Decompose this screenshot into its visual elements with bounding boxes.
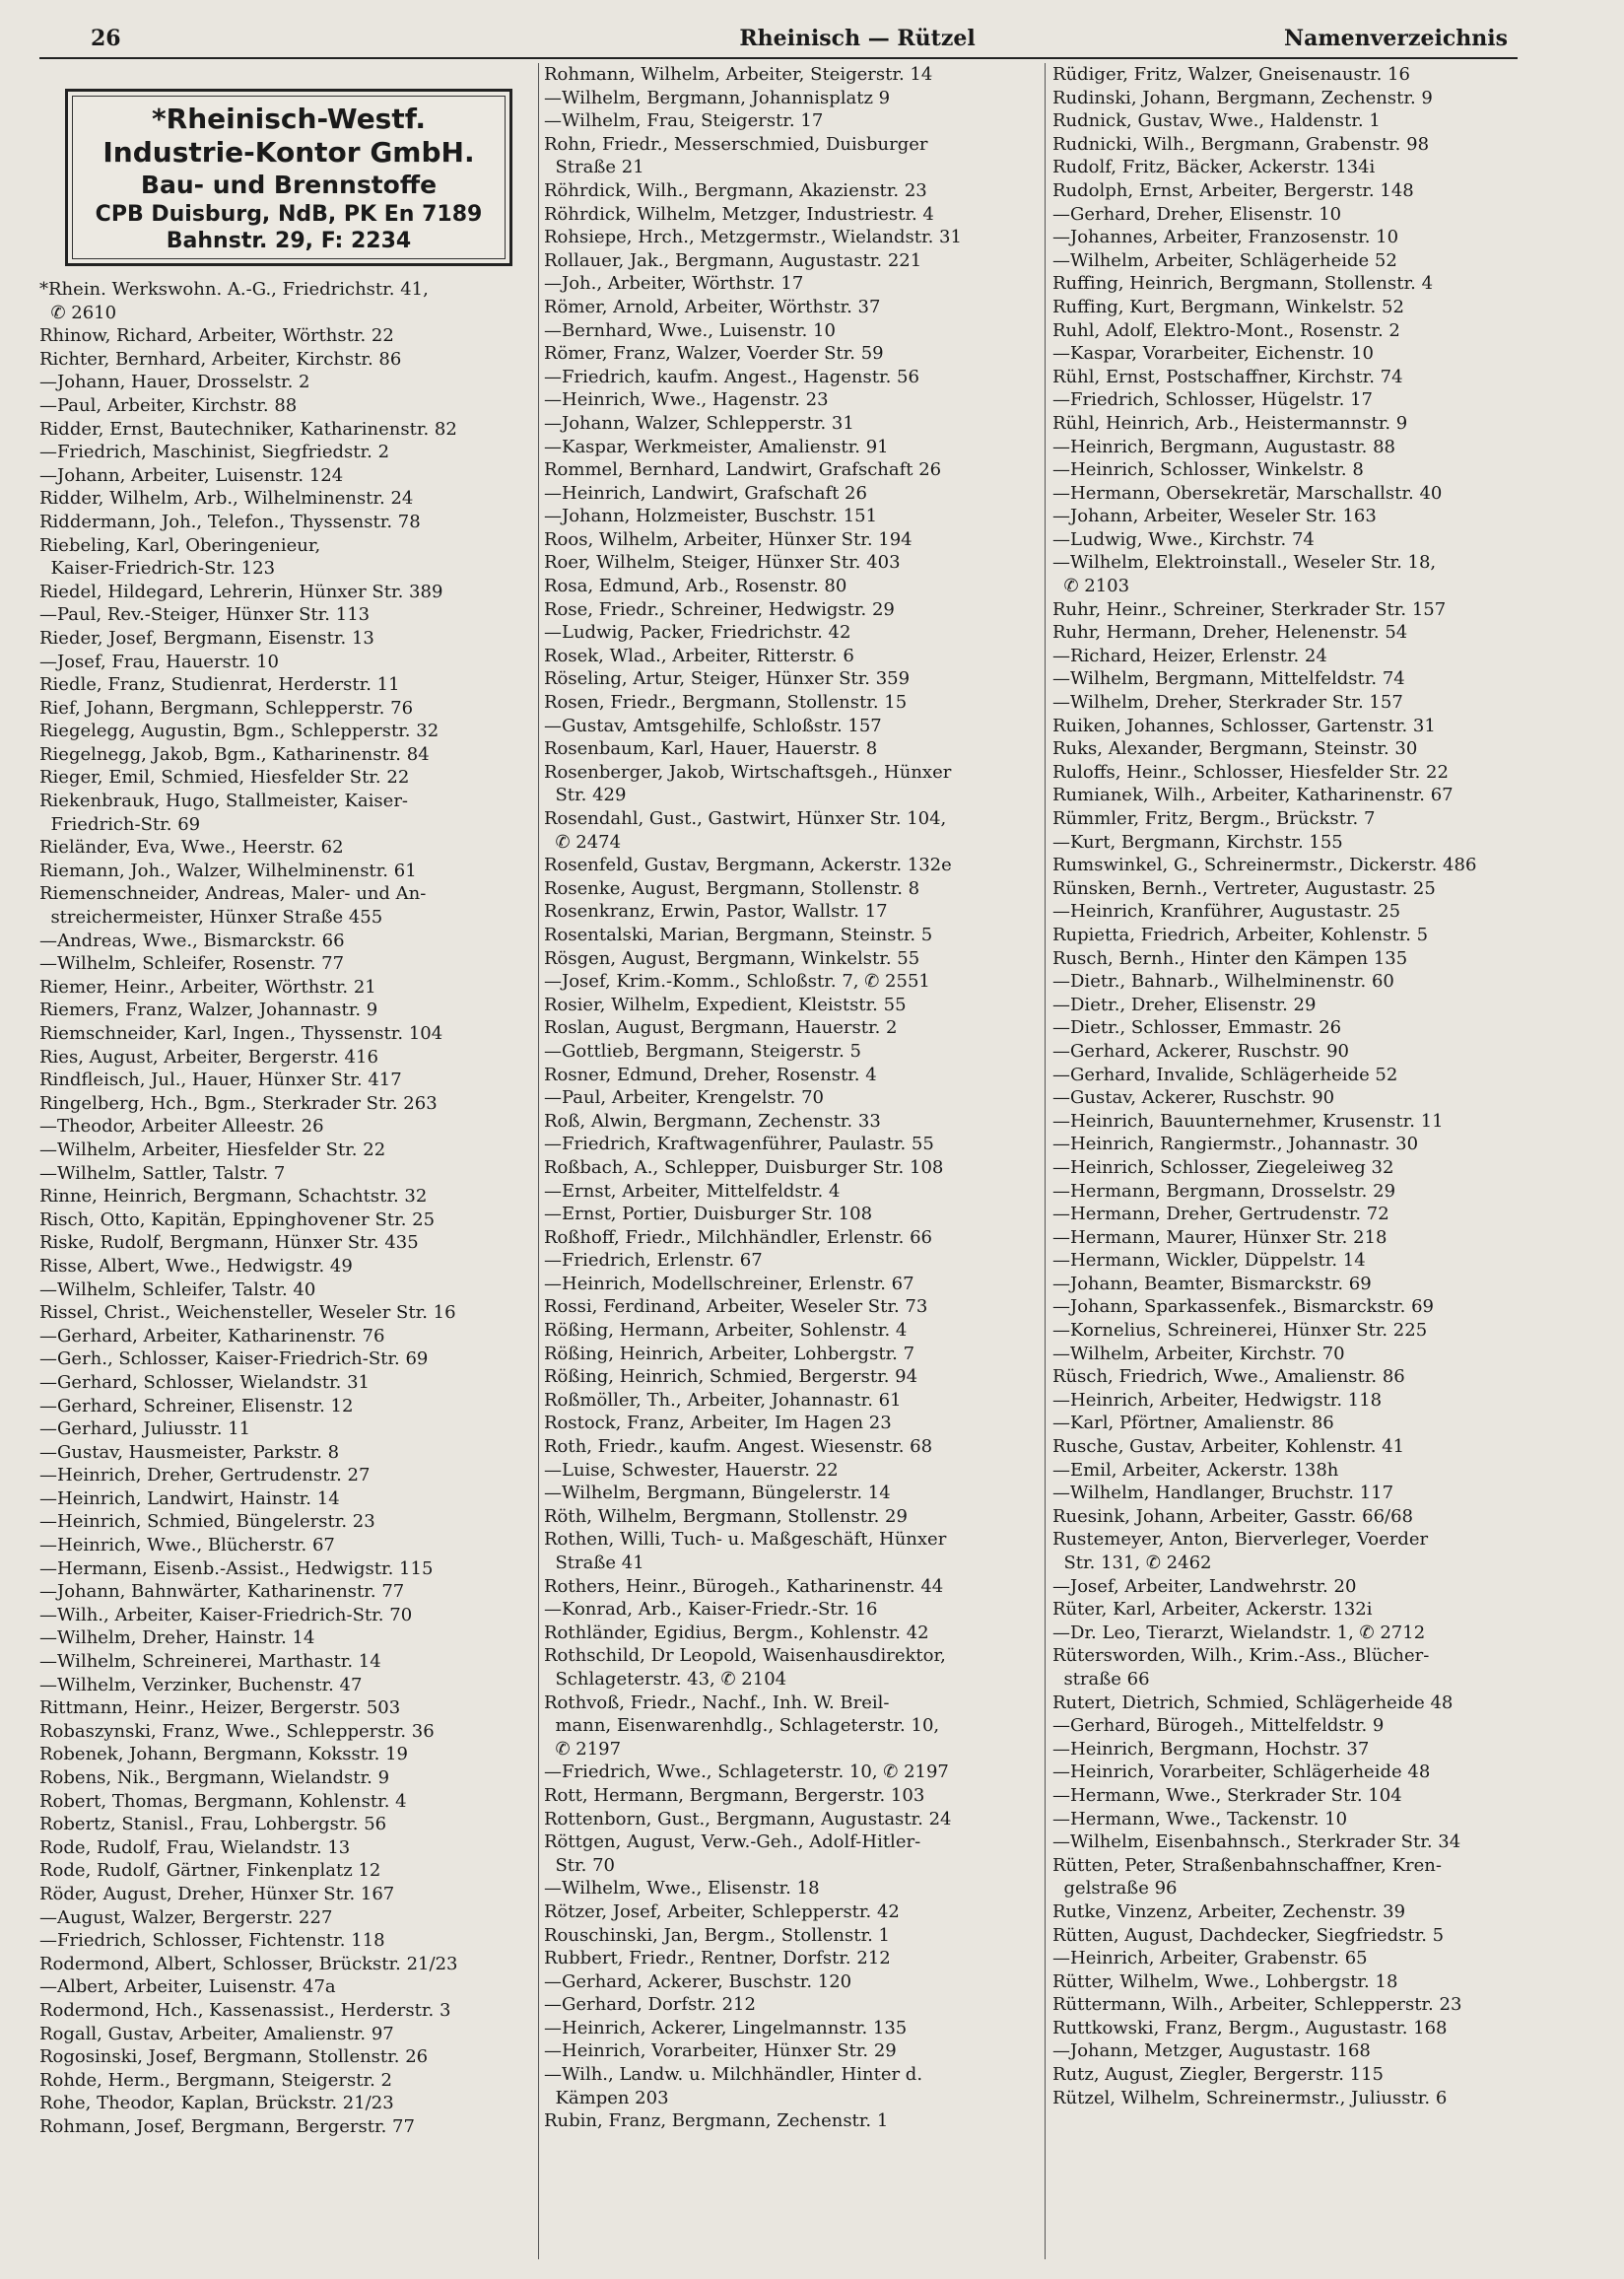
directory-entry: —Kaspar, Vorarbeiter, Eichenstr. 10 <box>1052 343 1375 365</box>
directory-entry: —Josef, Arbeiter, Landwehrstr. 20 <box>1052 1575 1357 1597</box>
directory-entry: —Johannes, Arbeiter, Franzosenstr. 10 <box>1052 227 1399 248</box>
directory-entry: Rommel, Bernhard, Landwirt, Grafschaft 26 <box>544 459 942 481</box>
directory-entry: Riemers, Franz, Walzer, Johannastr. 9 <box>39 1000 378 1021</box>
ad-company-line1: *Rheinisch-Westf. <box>151 103 427 135</box>
directory-entry: Rohn, Friedr., Messerschmied, Duisburger <box>544 133 928 155</box>
section-title: Namenverzeichnis <box>1284 26 1508 51</box>
directory-entry: Rubin, Franz, Bergmann, Zechenstr. 1 <box>544 2110 889 2132</box>
directory-entry: Rößing, Hermann, Arbeiter, Sohlenstr. 4 <box>544 1320 908 1342</box>
ad-contact: CPB Duisburg, NdB, PK En 7189 <box>95 202 483 227</box>
directory-entry: Röhrdick, Wilhelm, Metzger, Industriestr. 4 <box>544 203 934 225</box>
directory-entry: Rosek, Wlad., Arbeiter, Ritterstr. 6 <box>544 645 854 666</box>
directory-entry: Rouschinski, Jan, Bergm., Stollenstr. 1 <box>544 1924 890 1946</box>
directory-entry: Rottenborn, Gust., Bergmann, Augustastr. 24 <box>544 1808 952 1830</box>
directory-entry: Rudolph, Ernst, Arbeiter, Bergerstr. 148 <box>1052 179 1414 201</box>
directory-entry: ✆ 2197 <box>544 1738 622 1760</box>
directory-entry: —Wilhelm, Bergmann, Büngelerstr. 14 <box>544 1483 891 1504</box>
directory-entry: Riedel, Hildegard, Lehrerin, Hünxer Str. 389 <box>39 581 443 602</box>
directory-entry: —Wilhelm, Frau, Steigerstr. 17 <box>544 110 824 132</box>
directory-entry: —Wilhelm, Arbeiter, Hiesfelder Str. 22 <box>39 1139 386 1160</box>
directory-entry: Rohmann, Josef, Bergmann, Bergerstr. 77 <box>39 2115 415 2137</box>
directory-entry: —Dietr., Schlosser, Emmastr. 26 <box>1052 1017 1342 1039</box>
directory-entry: Ries, August, Arbeiter, Bergerstr. 416 <box>39 1046 378 1068</box>
directory-entry: —Wilhelm, Dreher, Hainstr. 14 <box>39 1627 315 1649</box>
directory-entry: Rutert, Dietrich, Schmied, Schlägerheide 48 <box>1052 1692 1454 1713</box>
directory-entry: —Gustav, Ackerer, Ruschstr. 90 <box>1052 1087 1335 1109</box>
page-header <box>39 24 1518 59</box>
directory-entry: Rosendahl, Gust., Gastwirt, Hünxer Str. 104, <box>544 808 947 829</box>
directory-entry: —Heinrich, Vorarbeiter, Hünxer Str. 29 <box>544 2040 897 2062</box>
directory-entry: —Johann, Arbeiter, Luisenstr. 124 <box>39 464 344 486</box>
directory-entry: Rosenfeld, Gustav, Bergmann, Ackerstr. 132e <box>544 855 952 876</box>
directory-entry: Ruks, Alexander, Bergmann, Steinstr. 30 <box>1052 738 1418 760</box>
directory-entry: Rützel, Wilhelm, Schreinermstr., Juliusstr. 6 <box>1052 2087 1448 2108</box>
directory-entry: Rubbert, Friedr., Rentner, Dorfstr. 212 <box>544 1948 891 1969</box>
directory-entry: Rößing, Heinrich, Schmied, Bergerstr. 94 <box>544 1366 918 1388</box>
directory-entry: Riedle, Franz, Studienrat, Herderstr. 11 <box>39 674 400 696</box>
directory-entry: —Johann, Holzmeister, Buschstr. 151 <box>544 506 878 527</box>
directory-entry: —Richard, Heizer, Erlenstr. 24 <box>1052 645 1327 666</box>
directory-entry: —Heinrich, Landwirt, Hainstr. 14 <box>39 1487 340 1509</box>
directory-entry: Roos, Wilhelm, Arbeiter, Hünxer Str. 194 <box>544 528 913 550</box>
column-1-entries <box>39 278 534 2139</box>
directory-entry: Roß, Alwin, Bergmann, Zechenstr. 33 <box>544 1110 881 1132</box>
directory-entry: —Wilhelm, Dreher, Sterkrader Str. 157 <box>1052 692 1403 714</box>
directory-entry: —Johann, Sparkassenfek., Bismarckstr. 69 <box>1052 1296 1434 1318</box>
directory-entry: Rünsken, Bernh., Vertreter, Augustastr. 25 <box>1052 877 1436 899</box>
ad-company-line2: Industrie-Kontor GmbH. <box>102 136 475 169</box>
directory-entry: straße 66 <box>1052 1668 1150 1690</box>
directory-entry: Rümmler, Fritz, Bergm., Brückstr. 7 <box>1052 808 1376 829</box>
directory-entry: —Bernhard, Wwe., Luisenstr. 10 <box>544 319 836 341</box>
directory-entry: Rohe, Theodor, Kaplan, Brückstr. 21/23 <box>39 2093 394 2114</box>
directory-entry: Rütten, August, Dachdecker, Siegfriedstr. 5 <box>1052 1924 1445 1946</box>
column-divider <box>1045 63 1046 2259</box>
directory-entry: —Gustav, Hausmeister, Parkstr. 8 <box>39 1441 340 1463</box>
running-title: Rheinisch — Rützel <box>739 26 976 51</box>
directory-entry: Römer, Franz, Walzer, Voerder Str. 59 <box>544 343 884 365</box>
directory-entry: Kaiser-Friedrich-Str. 123 <box>39 558 276 580</box>
directory-entry: —Gustav, Amtsgehilfe, Schloßstr. 157 <box>544 715 882 736</box>
directory-entry: Rudolf, Fritz, Bäcker, Ackerstr. 134i <box>1052 157 1376 178</box>
directory-entry: Rutke, Vinzenz, Arbeiter, Zechenstr. 39 <box>1052 1900 1406 1922</box>
directory-entry: Rupietta, Friedrich, Arbeiter, Kohlenstr. 5 <box>1052 924 1429 945</box>
directory-entry: *Rhein. Werkswohn. A.-G., Friedrichstr. 41, <box>39 279 429 300</box>
column-3 <box>1052 63 1543 2259</box>
directory-entry: Str. 429 <box>544 785 627 806</box>
directory-entry: Rosen, Friedr., Bergmann, Stollenstr. 15 <box>544 692 908 714</box>
directory-entry: —Wilhelm, Schreinerei, Marthastr. 14 <box>39 1651 381 1673</box>
directory-entry: Rothers, Heinr., Bürogeh., Katharinenstr. 44 <box>544 1575 944 1597</box>
directory-entry: Robens, Nik., Bergmann, Wielandstr. 9 <box>39 1767 390 1788</box>
directory-entry: Rumianek, Wilh., Arbeiter, Katharinenstr. 67 <box>1052 785 1454 806</box>
directory-entry: —Heinrich, Wwe., Blücherstr. 67 <box>39 1535 335 1556</box>
directory-entry: Risch, Otto, Kapitän, Eppinghovener Str. 25 <box>39 1209 436 1230</box>
directory-entry: Rudnick, Gustav, Wwe., Haldenstr. 1 <box>1052 110 1381 132</box>
directory-entry: Rüter, Karl, Arbeiter, Ackerstr. 132i <box>1052 1599 1373 1621</box>
directory-entry: Rinne, Heinrich, Bergmann, Schachtstr. 32 <box>39 1186 428 1208</box>
directory-entry: —Johann, Arbeiter, Weseler Str. 163 <box>1052 506 1377 527</box>
directory-entry: —Wilhelm, Arbeiter, Kirchstr. 70 <box>1052 1343 1345 1364</box>
directory-entry: —Paul, Rev.-Steiger, Hünxer Str. 113 <box>39 604 371 626</box>
directory-entry: Rieger, Emil, Schmied, Hiesfelder Str. 22 <box>39 767 410 789</box>
directory-entry: Friedrich-Str. 69 <box>39 813 201 835</box>
directory-entry: —Albert, Arbeiter, Luisenstr. 47a <box>39 1976 336 1998</box>
column-2-entries <box>544 63 1037 2133</box>
directory-entry: —Johann, Beamter, Bismarckstr. 69 <box>1052 1273 1372 1294</box>
directory-entry: —Gerhard, Dreher, Elisenstr. 10 <box>1052 203 1342 225</box>
page-number: 26 <box>91 26 121 51</box>
directory-entry: Rosenbaum, Karl, Hauer, Hauerstr. 8 <box>544 738 878 760</box>
directory-entry: —Gerhard, Dorfstr. 212 <box>544 1994 756 2016</box>
directory-entry: Röder, August, Dreher, Hünxer Str. 167 <box>39 1883 395 1904</box>
directory-entry: Rösgen, August, Bergmann, Winkelstr. 55 <box>544 947 920 969</box>
directory-entry: —Hermann, Bergmann, Drosselstr. 29 <box>1052 1180 1396 1202</box>
directory-entry: —Emil, Arbeiter, Ackerstr. 138h <box>1052 1459 1339 1481</box>
directory-entry: Ruttkowski, Franz, Bergm., Augustastr. 168 <box>1052 2017 1448 2038</box>
advertisement-inner <box>72 96 506 259</box>
directory-entry: —Paul, Arbeiter, Krengelstr. 70 <box>544 1087 824 1109</box>
directory-entry: Schlageterstr. 43, ✆ 2104 <box>544 1668 787 1690</box>
directory-entry: —Wilhelm, Bergmann, Johannisplatz 9 <box>544 87 891 108</box>
directory-entry: —Johann, Hauer, Drosselstr. 2 <box>39 372 310 393</box>
directory-entry: Rott, Hermann, Bergmann, Bergerstr. 103 <box>544 1784 925 1806</box>
directory-entry: Rustemeyer, Anton, Bierverleger, Voerder <box>1052 1529 1429 1551</box>
directory-entry: Straße 41 <box>544 1553 644 1573</box>
directory-entry: gelstraße 96 <box>1052 1878 1178 1899</box>
directory-entry: —Gottlieb, Bergmann, Steigerstr. 5 <box>544 1040 861 1062</box>
directory-entry: —Friedrich, Maschinist, Siegfriedstr. 2 <box>39 442 390 463</box>
directory-entry: —Dr. Leo, Tierarzt, Wielandstr. 1, ✆ 2712 <box>1052 1622 1426 1643</box>
directory-entry: —Wilh., Landw. u. Milchhändler, Hinter d. <box>544 2064 923 2086</box>
directory-entry: —Hermann, Wwe., Tackenstr. 10 <box>1052 1808 1348 1830</box>
directory-entry: Rode, Rudolf, Gärtner, Finkenplatz 12 <box>39 1860 381 1882</box>
directory-entry: —Gerhard, Schreiner, Elisenstr. 12 <box>39 1395 354 1416</box>
directory-entry: Rothländer, Egidius, Bergm., Kohlenstr. 42 <box>544 1622 929 1643</box>
directory-entry: —Friedrich, Kraftwagenführer, Paulastr. 55 <box>544 1134 934 1155</box>
directory-entry: Rühl, Ernst, Postschaffner, Kirchstr. 74 <box>1052 366 1403 387</box>
directory-entry: Rusch, Bernh., Hinter den Kämpen 135 <box>1052 947 1408 969</box>
directory-entry: Ruhr, Heinr., Schreiner, Sterkrader Str. 157 <box>1052 598 1447 620</box>
directory-entry: Robenek, Johann, Bergmann, Koksstr. 19 <box>39 1744 408 1765</box>
directory-entry: Ridder, Ernst, Bautechniker, Katharinenstr. 82 <box>39 418 457 440</box>
directory-entry: —Hermann, Wickler, Düppelstr. 14 <box>1052 1250 1366 1272</box>
directory-entry: Riemenschneider, Andreas, Maler- und An- <box>39 883 427 905</box>
directory-entry: Rollauer, Jak., Bergmann, Augustastr. 221 <box>544 249 922 271</box>
directory-entry: Ruhl, Adolf, Elektro-Mont., Rosenstr. 2 <box>1052 319 1400 341</box>
directory-entry: —Theodor, Arbeiter Alleestr. 26 <box>39 1116 324 1138</box>
directory-entry: —Heinrich, Schlosser, Ziegeleiweg 32 <box>1052 1156 1394 1178</box>
directory-entry: —Hermann, Eisenb.-Assist., Hedwigstr. 115 <box>39 1557 434 1579</box>
directory-entry: —Wilhelm, Verzinker, Buchenstr. 47 <box>39 1674 363 1695</box>
directory-entry: —Heinrich, Bergmann, Augustastr. 88 <box>1052 436 1395 457</box>
directory-entry: —Josef, Frau, Hauerstr. 10 <box>39 651 279 672</box>
directory-entry: Rößing, Heinrich, Arbeiter, Lohbergstr. 7 <box>544 1343 915 1364</box>
directory-entry: —Wilhelm, Schleifer, Talstr. 40 <box>39 1278 316 1300</box>
directory-entry: Rusche, Gustav, Arbeiter, Kohlenstr. 41 <box>1052 1436 1405 1458</box>
directory-entry: Rissel, Christ., Weichensteller, Weseler Str. 16 <box>39 1302 456 1324</box>
directory-entry: —Heinrich, Rangiermstr., Johannastr. 30 <box>1052 1134 1419 1155</box>
directory-entry: Rothvoß, Friedr., Nachf., Inh. W. Breil- <box>544 1692 890 1713</box>
directory-entry: —Wilhelm, Elektroinstall., Weseler Str. 18, <box>1052 552 1437 574</box>
directory-entry: Ruesink, Johann, Arbeiter, Gasstr. 66/68 <box>1052 1505 1413 1527</box>
directory-entry: Ridder, Wilhelm, Arb., Wilhelminenstr. 24 <box>39 488 414 510</box>
directory-entry: Rodermond, Hch., Kassenassist., Herderstr. 3 <box>39 1999 451 2021</box>
directory-entry: Rosa, Edmund, Arb., Rosenstr. 80 <box>544 576 847 597</box>
directory-entry: Risse, Albert, Wwe., Hedwigstr. 49 <box>39 1255 353 1277</box>
directory-entry: Riemschneider, Karl, Ingen., Thyssenstr. 104 <box>39 1023 443 1044</box>
directory-entry: Str. 70 <box>544 1854 615 1876</box>
directory-entry: —Gerhard, Invalide, Schlägerheide 52 <box>1052 1064 1398 1085</box>
directory-entry: —Konrad, Arb., Kaiser-Friedr.-Str. 16 <box>544 1599 878 1621</box>
directory-entry: —Wilhelm, Sattler, Talstr. 7 <box>39 1162 286 1184</box>
directory-entry: Röseling, Artur, Steiger, Hünxer Str. 359 <box>544 668 911 690</box>
directory-entry: —Dietr., Bahnarb., Wilhelminenstr. 60 <box>1052 971 1394 993</box>
directory-entry: Riekenbrauk, Hugo, Stallmeister, Kaiser- <box>39 791 409 812</box>
directory-entry: Rutz, August, Ziegler, Bergerstr. 115 <box>1052 2064 1385 2086</box>
directory-entry: ✆ 2474 <box>544 831 622 853</box>
directory-entry: Riegelegg, Augustin, Bgm., Schlepperstr. 32 <box>39 721 440 742</box>
directory-entry: Rosenke, August, Bergmann, Stollenstr. 8 <box>544 877 920 899</box>
directory-entry: streichermeister, Hünxer Straße 455 <box>39 907 383 929</box>
directory-entry: —Heinrich, Dreher, Gertrudenstr. 27 <box>39 1465 371 1486</box>
directory-entry: Rothen, Willi, Tuch- u. Maßgeschäft, Hünxer <box>544 1529 947 1551</box>
directory-entry: —Wilhelm, Wwe., Elisenstr. 18 <box>544 1878 820 1899</box>
directory-entry: —Friedrich, Wwe., Schlageterstr. 10, ✆ 2197 <box>544 1761 949 1783</box>
directory-entry: —Heinrich, Schmied, Büngelerstr. 23 <box>39 1511 375 1533</box>
directory-entry: Robaszynski, Franz, Wwe., Schlepperstr. 36 <box>39 1720 435 1742</box>
directory-entry: —Johann, Metzger, Augustastr. 168 <box>1052 2040 1371 2062</box>
directory-entry: Roth, Friedr., kaufm. Angest. Wiesenstr. 68 <box>544 1436 933 1458</box>
directory-entry: mann, Eisenwarenhdlg., Schlageterstr. 10, <box>544 1715 940 1737</box>
directory-entry: Röth, Wilhelm, Bergmann, Stollenstr. 29 <box>544 1505 908 1527</box>
directory-entry: —Andreas, Wwe., Bismarckstr. 66 <box>39 930 345 951</box>
directory-entry: —Ernst, Arbeiter, Mittelfeldstr. 4 <box>544 1180 841 1202</box>
directory-entry: Rühl, Heinrich, Arb., Heistermannstr. 9 <box>1052 412 1408 434</box>
directory-entry: —Friedrich, Schlosser, Hügelstr. 17 <box>1052 389 1373 411</box>
ad-address: Bahnstr. 29, F: 2234 <box>166 229 412 253</box>
directory-entry: Robert, Thomas, Bergmann, Kohlenstr. 4 <box>39 1790 407 1812</box>
directory-entry: ✆ 2610 <box>39 302 117 323</box>
directory-entry: Ruiken, Johannes, Schlosser, Gartenstr. 31 <box>1052 715 1436 736</box>
directory-entry: —Luise, Schwester, Hauerstr. 22 <box>544 1459 839 1481</box>
directory-entry: Rhinow, Richard, Arbeiter, Wörthstr. 22 <box>39 325 394 347</box>
directory-entry: Riddermann, Joh., Telefon., Thyssenstr. 78 <box>39 511 421 532</box>
directory-entry: Rütten, Peter, Straßenbahnschaffner, Kren- <box>1052 1854 1442 1876</box>
directory-entry: Rüdiger, Fritz, Walzer, Gneisenaustr. 16 <box>1052 64 1410 85</box>
directory-entry: —Kornelius, Schreinerei, Hünxer Str. 225 <box>1052 1320 1428 1342</box>
directory-entry: Straße 21 <box>544 157 644 178</box>
directory-entry: Rogall, Gustav, Arbeiter, Amalienstr. 97 <box>39 2023 394 2044</box>
directory-entry: Rossi, Ferdinand, Arbeiter, Weseler Str. 73 <box>544 1296 928 1318</box>
directory-entry: —Wilhelm, Arbeiter, Schlägerheide 52 <box>1052 249 1397 271</box>
directory-entry: —Kurt, Bergmann, Kirchstr. 155 <box>1052 831 1343 853</box>
directory-entry: —Heinrich, Kranführer, Augustastr. 25 <box>1052 901 1401 923</box>
directory-entry: —Heinrich, Wwe., Hagenstr. 23 <box>544 389 829 411</box>
directory-entry: Rütter, Wilhelm, Wwe., Lohbergstr. 18 <box>1052 1970 1398 1992</box>
directory-entry: Rosentalski, Marian, Bergmann, Steinstr. 5 <box>544 924 933 945</box>
directory-entry: —Hermann, Obersekretär, Marschallstr. 40 <box>1052 482 1443 504</box>
directory-entry: —Wilhelm, Handlanger, Bruchstr. 117 <box>1052 1483 1394 1504</box>
directory-entry: Rothschild, Dr Leopold, Waisenhausdirektor, <box>544 1645 946 1667</box>
directory-entry: Ruffing, Heinrich, Bergmann, Stollenstr. 4 <box>1052 273 1434 295</box>
directory-entry: Roer, Wilhelm, Steiger, Hünxer Str. 403 <box>544 552 901 574</box>
directory-entry: Rief, Johann, Bergmann, Schlepperstr. 76 <box>39 697 414 719</box>
directory-entry: —Johann, Bahnwärter, Katharinenstr. 77 <box>39 1581 405 1603</box>
directory-entry: —Johann, Walzer, Schlepperstr. 31 <box>544 412 854 434</box>
directory-entry: Rudnicki, Wilh., Bergmann, Grabenstr. 98 <box>1052 133 1430 155</box>
directory-entry: Riegelnegg, Jakob, Bgm., Katharinenstr. 84 <box>39 743 430 765</box>
directory-entry: —Joh., Arbeiter, Wörthstr. 17 <box>544 273 804 295</box>
directory-entry: —Heinrich, Arbeiter, Hedwigstr. 118 <box>1052 1389 1383 1411</box>
directory-entry: —Gerhard, Ackerer, Buschstr. 120 <box>544 1970 852 1992</box>
directory-entry: —Friedrich, kaufm. Angest., Hagenstr. 56 <box>544 366 919 387</box>
directory-entry: —Dietr., Dreher, Elisenstr. 29 <box>1052 994 1317 1015</box>
directory-entry: —Gerhard, Arbeiter, Katharinenstr. 76 <box>39 1325 385 1347</box>
directory-entry: Rosenkranz, Erwin, Pastor, Wallstr. 17 <box>544 901 888 923</box>
directory-entry: —Heinrich, Vorarbeiter, Schlägerheide 48 <box>1052 1761 1431 1783</box>
directory-entry: —Heinrich, Ackerer, Lingelmannstr. 135 <box>544 2017 908 2038</box>
directory-entry: Röhrdick, Wilh., Bergmann, Akazienstr. 23 <box>544 179 927 201</box>
directory-entry: Rostock, Franz, Arbeiter, Im Hagen 23 <box>544 1413 892 1434</box>
directory-entry: —Gerhard, Juliusstr. 11 <box>39 1418 251 1440</box>
directory-entry: Rosenberger, Jakob, Wirtschaftsgeh., Hünxer <box>544 761 952 783</box>
directory-entry: —Wilhelm, Schleifer, Rosenstr. 77 <box>39 953 345 975</box>
directory-entry: Römer, Arnold, Arbeiter, Wörthstr. 37 <box>544 296 881 317</box>
directory-entry: Kämpen 203 <box>544 2087 669 2108</box>
directory-entry: Rieder, Josef, Bergmann, Eisenstr. 13 <box>39 627 374 649</box>
directory-entry: —Heinrich, Bergmann, Hochstr. 37 <box>1052 1738 1370 1760</box>
directory-entry: Rötzer, Josef, Arbeiter, Schlepperstr. 42 <box>544 1900 900 1922</box>
directory-entry: —Friedrich, Schlosser, Fichtenstr. 118 <box>39 1930 385 1952</box>
advertisement-box <box>65 89 512 266</box>
directory-entry: Roslan, August, Bergmann, Hauerstr. 2 <box>544 1017 898 1039</box>
directory-entry: Rindfleisch, Jul., Hauer, Hünxer Str. 417 <box>39 1070 402 1091</box>
column-divider <box>538 63 539 2259</box>
directory-entry: Rosier, Wilhelm, Expedient, Kleiststr. 55 <box>544 994 907 1015</box>
directory-entry: Roßmöller, Th., Arbeiter, Johannastr. 61 <box>544 1389 902 1411</box>
directory-entry: —Heinrich, Arbeiter, Grabenstr. 65 <box>1052 1948 1368 1969</box>
directory-entry: Rogosinski, Josef, Bergmann, Stollenstr. 26 <box>39 2046 429 2068</box>
column-2 <box>544 63 1037 2259</box>
directory-entry: —Gerhard, Schlosser, Wielandstr. 31 <box>39 1371 370 1393</box>
directory-entry: Riebeling, Karl, Oberingenieur, <box>39 534 321 556</box>
directory-entry: —Heinrich, Bauunternehmer, Krusenstr. 11 <box>1052 1110 1444 1132</box>
directory-entry: Rudinski, Johann, Bergmann, Zechenstr. 9 <box>1052 87 1433 108</box>
directory-entry: Riske, Rudolf, Bergmann, Hünxer Str. 435 <box>39 1232 419 1254</box>
directory-entry: Rodermond, Albert, Schlosser, Brückstr. 21/23 <box>39 1953 458 1974</box>
directory-entry: Ruffing, Kurt, Bergmann, Winkelstr. 52 <box>1052 296 1404 317</box>
directory-entry: —Wilhelm, Eisenbahnsch., Sterkrader Str. 34 <box>1052 1831 1461 1853</box>
directory-entry: Rosner, Edmund, Dreher, Rosenstr. 4 <box>544 1064 877 1085</box>
directory-entry: —Friedrich, Erlenstr. 67 <box>544 1250 763 1272</box>
directory-entry: Rohmann, Wilhelm, Arbeiter, Steigerstr. 14 <box>544 64 933 85</box>
directory-entry: —Hermann, Maurer, Hünxer Str. 218 <box>1052 1226 1387 1248</box>
directory-entry: Röttgen, August, Verw.-Geh., Adolf-Hitler- <box>544 1831 921 1853</box>
directory-entry: —Heinrich, Landwirt, Grafschaft 26 <box>544 482 867 504</box>
directory-entry: Rohde, Herm., Bergmann, Steigerstr. 2 <box>39 2069 392 2091</box>
directory-entry: Ruhr, Hermann, Dreher, Helenenstr. 54 <box>1052 622 1408 644</box>
directory-entry: —Gerhard, Bürogeh., Mittelfeldstr. 9 <box>1052 1715 1385 1737</box>
directory-entry: —Heinrich, Schlosser, Winkelstr. 8 <box>1052 459 1364 481</box>
directory-entry: —Karl, Pförtner, Amalienstr. 86 <box>1052 1413 1334 1434</box>
directory-entry: Rieländer, Eva, Wwe., Heerstr. 62 <box>39 837 344 859</box>
directory-entry: Richter, Bernhard, Arbeiter, Kirchstr. 86 <box>39 348 402 370</box>
directory-entry: Roßhoff, Friedr., Milchhändler, Erlenstr. 66 <box>544 1226 932 1248</box>
directory-entry: Roßbach, A., Schlepper, Duisburger Str. 108 <box>544 1156 944 1178</box>
directory-entry: Ringelberg, Hch., Bgm., Sterkrader Str. 263 <box>39 1092 438 1114</box>
directory-entry: —Gerhard, Ackerer, Ruschstr. 90 <box>1052 1040 1349 1062</box>
directory-entry: —Heinrich, Modellschreiner, Erlenstr. 67 <box>544 1273 914 1294</box>
directory-entry: —Wilh., Arbeiter, Kaiser-Friedrich-Str. 70 <box>39 1604 413 1625</box>
directory-entry: —Ludwig, Wwe., Kirchstr. 74 <box>1052 528 1315 550</box>
directory-entry: Ruloffs, Heinr., Schlosser, Hiesfelder Str. 22 <box>1052 761 1449 783</box>
directory-entry: Str. 131, ✆ 2462 <box>1052 1553 1212 1573</box>
directory-entry: Rütersworden, Wilh., Krim.-Ass., Blücher- <box>1052 1645 1430 1667</box>
directory-entry: Rohsiepe, Hrch., Metzgermstr., Wielandstr. 31 <box>544 227 962 248</box>
directory-entry: Rüsch, Friedrich, Wwe., Amalienstr. 86 <box>1052 1366 1405 1388</box>
directory-entry: Riemann, Joh., Walzer, Wilhelminenstr. 61 <box>39 860 417 881</box>
directory-entry: ✆ 2103 <box>1052 576 1130 597</box>
directory-entry: —Ernst, Portier, Duisburger Str. 108 <box>544 1204 873 1225</box>
directory-entry: Rüttermann, Wilh., Arbeiter, Schlepperstr. 23 <box>1052 1994 1462 2016</box>
directory-entry: Rode, Rudolf, Frau, Wielandstr. 13 <box>39 1836 351 1858</box>
directory-entry: Rumswinkel, G., Schreinermstr., Dickerstr. 486 <box>1052 855 1477 876</box>
directory-entry: —Ludwig, Packer, Friedrichstr. 42 <box>544 622 851 644</box>
directory-entry: —August, Walzer, Bergerstr. 227 <box>39 1906 333 1928</box>
directory-entry: Robertz, Stanisl., Frau, Lohbergstr. 56 <box>39 1814 387 1835</box>
directory-entry: —Josef, Krim.-Komm., Schloßstr. 7, ✆ 2551 <box>544 971 930 993</box>
column-1 <box>39 63 534 2259</box>
directory-entry: Rose, Friedr., Schreiner, Hedwigstr. 29 <box>544 598 895 620</box>
directory-entry: —Paul, Arbeiter, Kirchstr. 88 <box>39 394 298 416</box>
directory-entry: —Hermann, Wwe., Sterkrader Str. 104 <box>1052 1784 1402 1806</box>
directory-entry: Riemer, Heinr., Arbeiter, Wörthstr. 21 <box>39 976 376 998</box>
directory-entry: Rittmann, Heinr., Heizer, Bergerstr. 503 <box>39 1697 401 1719</box>
directory-entry: —Wilhelm, Bergmann, Mittelfeldstr. 74 <box>1052 668 1405 690</box>
directory-entry: —Hermann, Dreher, Gertrudenstr. 72 <box>1052 1204 1389 1225</box>
directory-entry: —Gerh., Schlosser, Kaiser-Friedrich-Str. 69 <box>39 1348 429 1370</box>
column-3-entries <box>1052 63 1543 2109</box>
directory-entry: —Kaspar, Werkmeister, Amalienstr. 91 <box>544 436 889 457</box>
ad-business: Bau- und Brennstoffe <box>140 171 438 199</box>
